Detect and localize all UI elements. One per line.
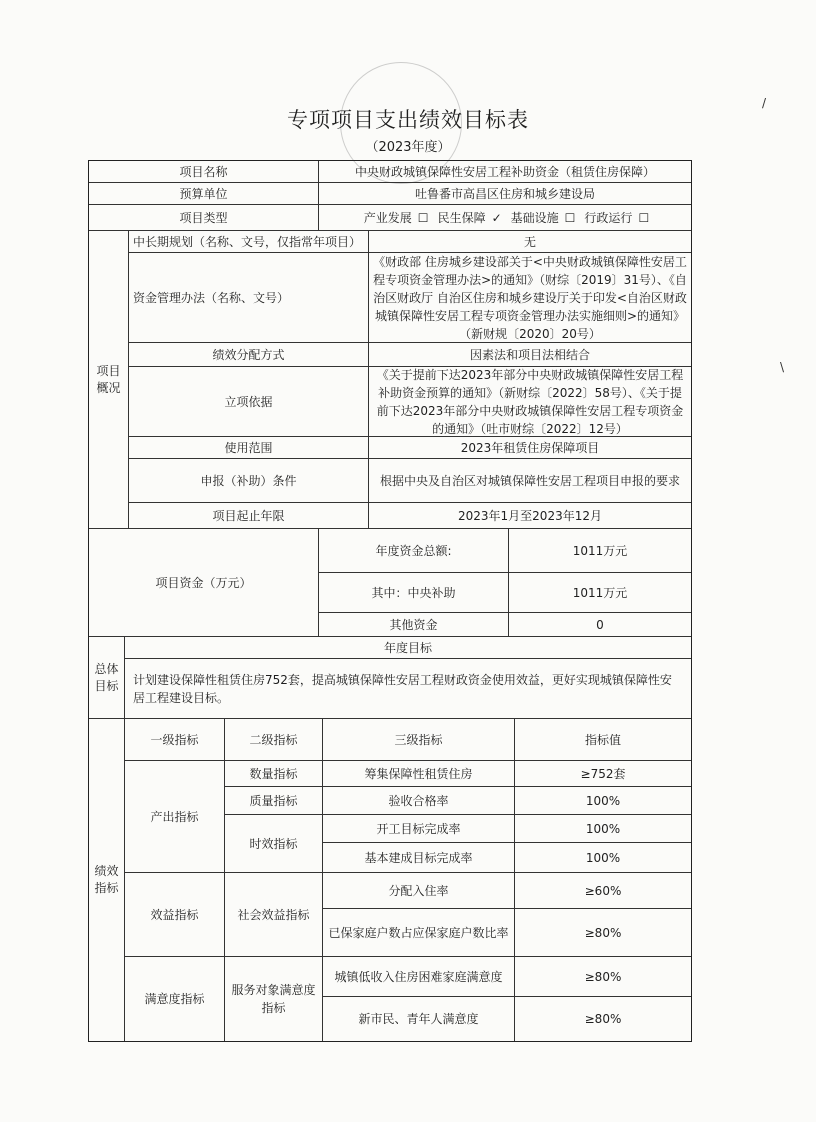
indicator-value: ≥80%: [584, 1012, 622, 1026]
indicator-value: 100%: [515, 843, 691, 873]
performance-target-table: [88, 160, 692, 1042]
project-type-option: 产业发展: [363, 210, 412, 225]
indicator-value: ≥80%: [515, 909, 691, 957]
indicator-value: ≥60%: [515, 873, 691, 909]
goal-header: 年度目标: [125, 637, 691, 659]
funds-label: 项目资金（万元）: [89, 529, 319, 637]
fund-method-value: 《财政部 住房城乡建设部关于<中央财政城镇保障性安居工程专项资金管理办法>的通知》（财综〔2019〕31号）、《自治区财政厅 自治区住房和城乡建设厅关于印发<自治区财政城镇保障性安居工程专项资金管理办法实施细则>的通知》（新财规〔2020〕20号）: [369, 253, 691, 343]
indicator-header-value: 指标值: [515, 719, 691, 761]
social-benefit-indicator: 社会效益指标: [225, 873, 323, 957]
project-type-option: 民生保障: [437, 210, 486, 225]
budget-unit-label: 预算单位: [89, 183, 319, 205]
funds-total-value: 1011万元: [509, 529, 691, 573]
indicator-value: ≥752套: [515, 761, 691, 787]
allocation-value: 因素法和项目法相结合: [369, 343, 691, 367]
checkbox-icon: ☐: [417, 210, 429, 225]
benefit-indicator: 效益指标: [125, 873, 225, 957]
funds-other-label: 其他资金: [319, 613, 509, 637]
quantity-indicator: 数量指标: [225, 761, 323, 787]
condition-label: 申报（补助）条件: [129, 459, 369, 503]
indicator-name: 已保家庭户数占应保家庭户数比率: [323, 909, 515, 957]
indicator-name: 筹集保障性租赁住房: [323, 761, 515, 787]
goal-section-label: 总体目标: [89, 637, 125, 719]
quality-indicator: 质量指标: [225, 787, 323, 815]
indicator-header-level1: 一级指标: [125, 719, 225, 761]
plan-value: 无: [369, 231, 691, 253]
project-name-label: 项目名称: [89, 161, 319, 183]
indicator-value: 100%: [515, 787, 691, 815]
funds-central-value: 1011万元: [509, 573, 691, 613]
indicators-section-label: 绩效指标: [89, 719, 125, 1041]
basis-label: 立项依据: [129, 367, 369, 437]
funds-total-label: 年度资金总额:: [319, 529, 509, 573]
service-satisfaction-indicator: 服务对象满意度指标: [225, 957, 323, 1041]
funds-other-value: 0: [509, 613, 691, 637]
checkmark-icon: ✓: [491, 210, 502, 225]
indicator-header-level2: 二级指标: [225, 719, 323, 761]
project-type-option: 行政运行: [584, 210, 633, 225]
output-indicator: 产出指标: [125, 761, 225, 873]
indicator-name: 新市民、青年人满意度: [323, 997, 515, 1041]
budget-unit-value: 吐鲁番市高昌区住房和城乡建设局: [319, 183, 691, 205]
project-type-options: [319, 205, 691, 231]
checkbox-icon: ☐: [638, 210, 650, 225]
period-label: 项目起止年限: [129, 503, 369, 529]
scope-value: 2023年租赁住房保障项目: [369, 437, 691, 459]
condition-value: 根据中央及自治区对城镇保障性安居工程项目申报的要求: [369, 459, 691, 503]
overview-section-label: 项目概况: [89, 231, 129, 529]
scope-label: 使用范围: [129, 437, 369, 459]
checkbox-icon: ☐: [564, 210, 576, 225]
funds-central-label: 其中：中央补助: [319, 573, 509, 613]
indicator-value: ≥80%: [515, 957, 691, 997]
indicator-name: 城镇低收入住房困难家庭满意度: [323, 957, 515, 997]
project-type-option: 基础设施: [510, 210, 559, 225]
margin-mark: /: [762, 96, 767, 110]
project-type-label: 项目类型: [89, 205, 319, 231]
document-year: （2023年度）: [365, 140, 451, 155]
indicator-name: 验收合格率: [323, 787, 515, 815]
plan-label: 中长期规划（名称、文号，仅指常年项目）: [129, 231, 369, 253]
margin-mark: \: [780, 360, 785, 374]
allocation-label: 绩效分配方式: [129, 343, 369, 367]
indicator-name: 基本建成目标完成率: [323, 843, 515, 873]
indicator-header-level3: 三级指标: [323, 719, 515, 761]
satisfaction-indicator: 满意度指标: [125, 957, 225, 1041]
indicator-value: 100%: [515, 815, 691, 843]
document-title: 专项项目支出绩效目标表: [287, 108, 529, 132]
indicator-name: 开工目标完成率: [323, 815, 515, 843]
indicator-name: 分配入住率: [323, 873, 515, 909]
goal-text: 计划建设保障性租赁住房752套，提高城镇保障性安居工程财政资金使用效益，更好实现城镇保障性安居工程建设目标。: [125, 659, 691, 719]
basis-value: 《关于提前下达2023年部分中央财政城镇保障性安居工程补助资金预算的通知》（新财综〔2022〕58号）、《关于提前下达2023年部分中央财政城镇保障性安居工程专项资金的通知》（吐市财综〔2022〕12号）: [369, 367, 691, 437]
period-value: 2023年1月至2023年12月: [369, 503, 691, 529]
project-name-value: 中央财政城镇保障性安居工程补助资金（租赁住房保障）: [319, 161, 691, 183]
fund-method-label: 资金管理办法（名称、文号）: [129, 253, 369, 343]
timeliness-indicator: 时效指标: [225, 815, 323, 873]
